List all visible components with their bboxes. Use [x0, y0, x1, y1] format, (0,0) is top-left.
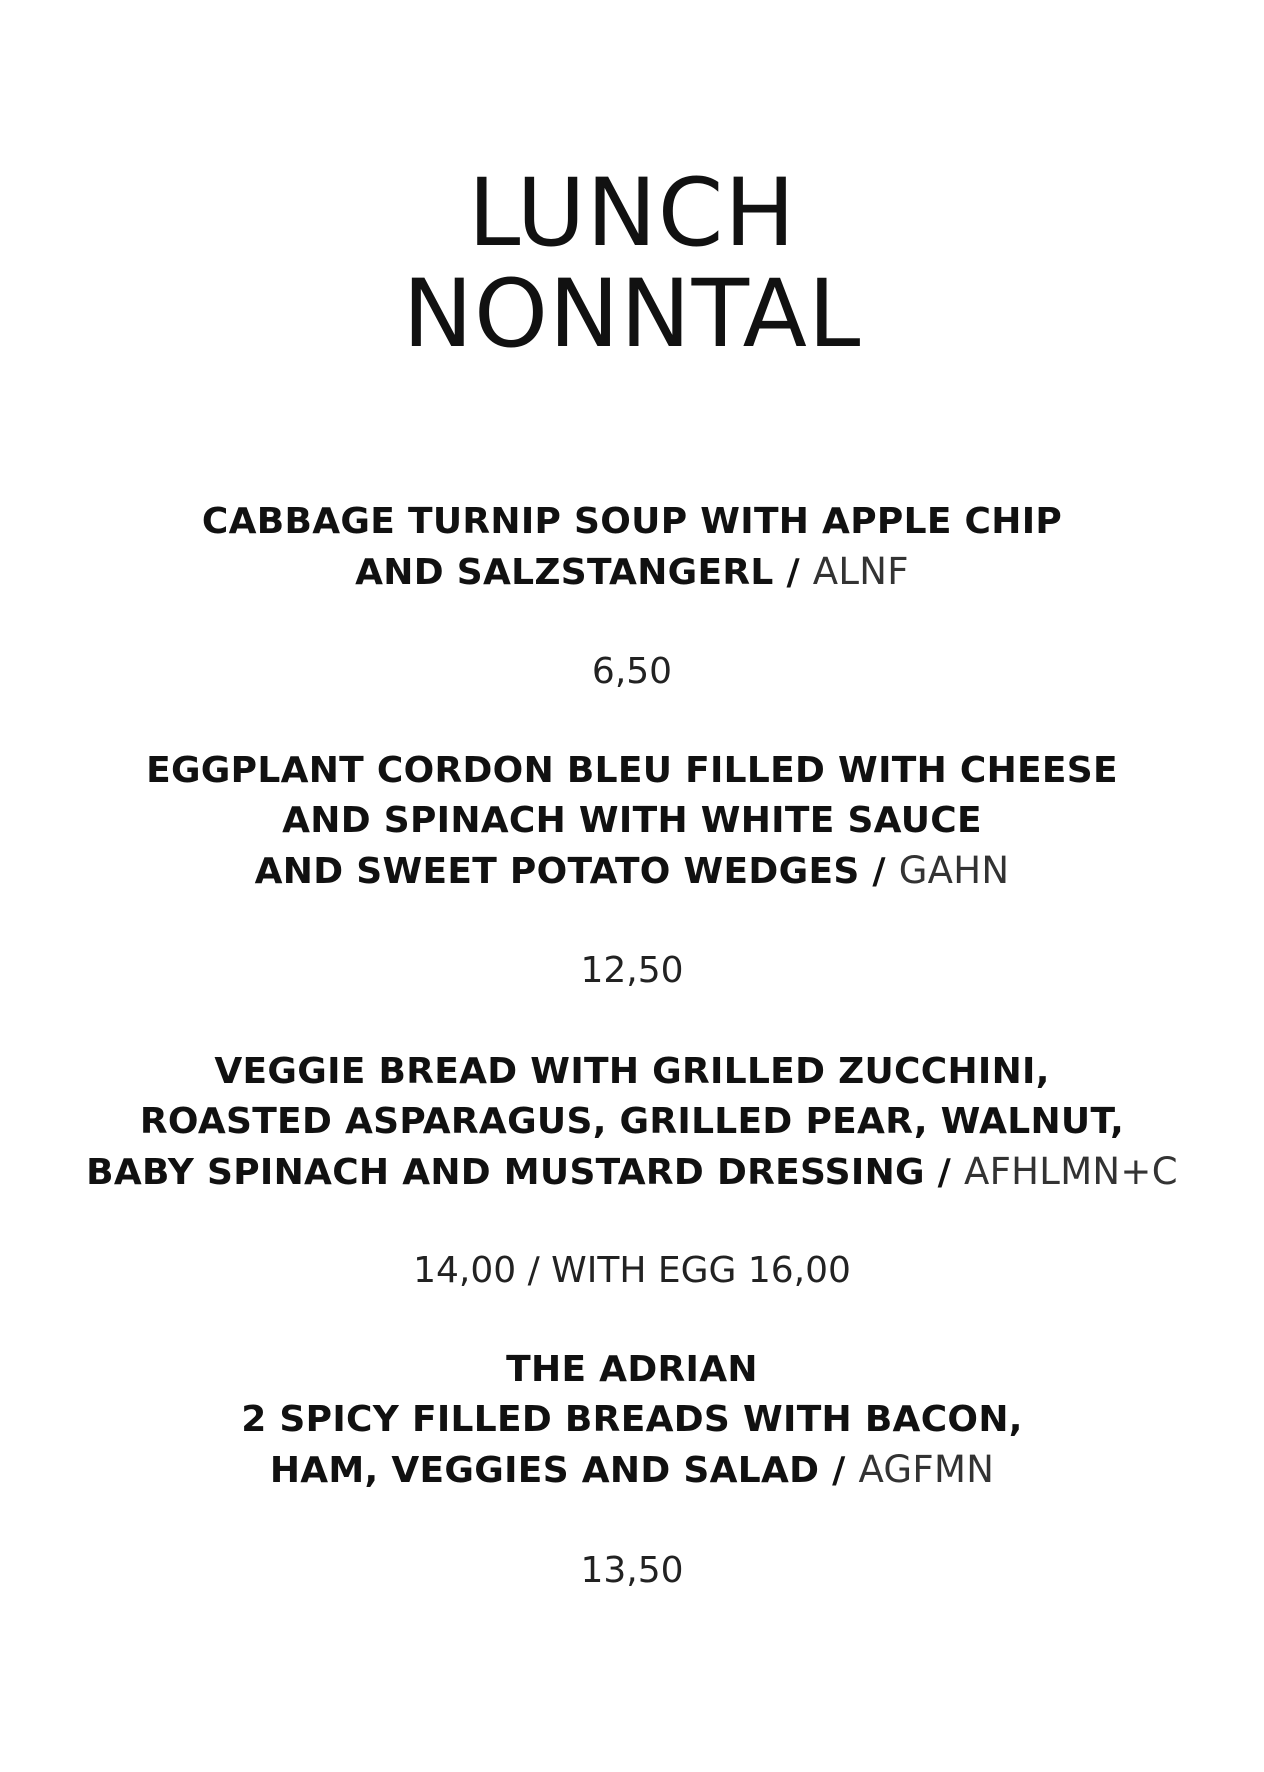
dish-description-text: AND SALZSTANGERL /: [355, 552, 813, 593]
dish-price: 14,00 / WITH EGG 16,00: [413, 1250, 851, 1291]
dish-description-text: AND SWEET POTATO WEDGES /: [254, 851, 899, 892]
menu-item-eggplant: [0, 746, 1264, 897]
dish-price: 13,50: [580, 1550, 684, 1591]
dish-description-line: [0, 1445, 1264, 1496]
dish-description-line: ROASTED ASPARAGUS, GRILLED PEAR, WALNUT,: [139, 1101, 1125, 1142]
dish-description-line: VEGGIE BREAD WITH GRILLED ZUCCHINI,: [214, 1051, 1050, 1092]
dish-description-line: AND SPINACH WITH WHITE SAUCE: [282, 800, 982, 841]
menu-item-the-adrian: [0, 1345, 1264, 1496]
allergen-codes: GAHN: [898, 849, 1010, 892]
dish-description-line: EGGPLANT CORDON BLEU FILLED WITH CHEESE: [146, 750, 1118, 791]
dish-description-text: HAM, VEGGIES AND SALAD /: [269, 1450, 859, 1491]
dish-description-line: THE ADRIAN: [506, 1349, 758, 1390]
menu-title-line-1: LUNCH: [467, 159, 797, 268]
allergen-codes: ALNF: [812, 550, 909, 593]
allergen-codes: AGFMN: [858, 1448, 995, 1491]
dish-description-line: [0, 846, 1264, 897]
menu-item-soup: [0, 497, 1264, 598]
dish-description-text: BABY SPINACH AND MUSTARD DRESSING /: [86, 1152, 964, 1193]
dish-description-line: [0, 1147, 1264, 1198]
dish-description-line: [0, 547, 1264, 598]
menu-item-veggie-bread: [0, 1047, 1264, 1198]
menu-title-line-2: NONNTAL: [402, 260, 862, 369]
dish-price: 12,50: [580, 950, 684, 991]
dish-description-line: 2 SPICY FILLED BREADS WITH BACON,: [241, 1399, 1023, 1440]
dish-description-line: CABBAGE TURNIP SOUP WITH APPLE CHIP: [201, 501, 1063, 542]
dish-price: 6,50: [591, 651, 673, 692]
allergen-codes: AFHLMN+C: [963, 1150, 1178, 1193]
